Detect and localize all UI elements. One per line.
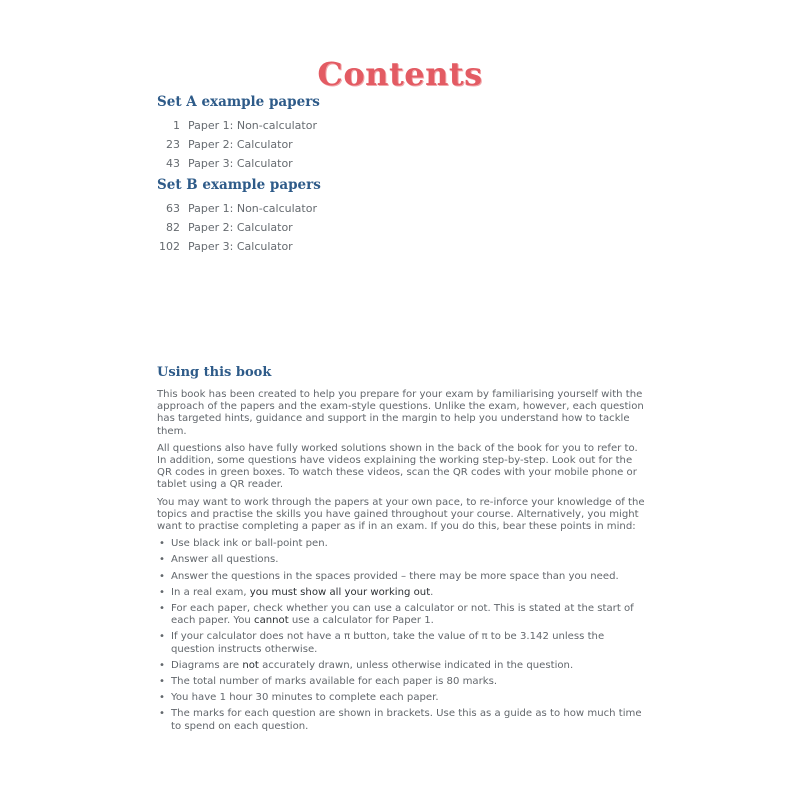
toc-page-number: 82 <box>166 221 180 234</box>
toc-entry-label: Paper 1: Non-calculator <box>188 119 317 132</box>
set-b-heading: Set B example papers <box>157 177 321 193</box>
list-item <box>157 660 645 672</box>
set-a-heading: Set A example papers <box>157 94 320 110</box>
toc-entry[interactable] <box>150 135 450 154</box>
list-item-text: . <box>430 586 434 598</box>
list-item <box>157 603 645 627</box>
toc-page-number: 23 <box>166 138 180 151</box>
list-item: • The total number of marks available for each paper is 80 marks. <box>157 676 645 688</box>
toc-page-number: 102 <box>159 240 180 253</box>
emphasis-text: you must show all your working out <box>249 586 431 598</box>
list-item: • You have 1 hour 30 minutes to complete each paper. <box>157 692 645 704</box>
practice-paragraph: You may want to work through the papers at your own pace, to re-inforce your knowledge of the topics and practise the skills you have gained throughout your course. Alternatively, you might want to practise completing a paper as if in an exam. If you do this, bear these points in mind: <box>157 496 645 533</box>
exam-tips-list <box>157 538 645 733</box>
emphasis-text: cannot <box>254 615 289 627</box>
toc-entry[interactable] <box>150 218 450 237</box>
toc-entry[interactable] <box>150 116 450 135</box>
solutions-paragraph: All questions also have fully worked solutions shown in the back of the book for you to refer to. In addition, some questions have videos explaining the working step-by-step. Look out for the QR codes in green boxes. To watch these videos, scan the QR codes with your mobile phone or tablet using a QR reader. <box>157 442 638 491</box>
emphasis-text: not <box>242 659 259 671</box>
page-title: Contents <box>317 55 483 94</box>
toc-entry-label: Paper 3: Calculator <box>188 157 293 170</box>
toc-entry[interactable] <box>150 154 450 173</box>
set-a-toc-list <box>150 116 450 173</box>
list-item-text: In a real exam, <box>171 586 250 598</box>
list-item: • The marks for each question are shown in brackets. Use this as a guide as to how much time to spend on each question. <box>157 708 645 732</box>
list-item: • Answer all questions. <box>157 554 645 566</box>
toc-entry-label: Paper 2: Calculator <box>188 138 293 151</box>
toc-entry-label: Paper 3: Calculator <box>188 240 293 253</box>
list-item-text: accurately drawn, unless otherwise indicated in the question. <box>258 659 574 671</box>
list-item-text: For each paper, check whether you can use a calculator or not. This is stated at the start of each paper. You <box>171 603 634 627</box>
toc-entry-label: Paper 2: Calculator <box>188 221 293 234</box>
intro-paragraph: This book has been created to help you prepare for your exam by familiarising yourself with the approach of the papers and the exam-style questions. Unlike the exam, however, each question has targeted hints, guidance and support in the margin to help you understand how to tackle them. <box>157 389 644 437</box>
set-b-toc-list <box>150 199 450 256</box>
toc-page-number: 1 <box>173 119 180 132</box>
list-item: • Use black ink or ball-point pen. <box>157 538 645 550</box>
using-this-book-body <box>157 389 645 737</box>
toc-entry[interactable] <box>150 237 450 256</box>
list-item-text: use a calculator for Paper 1. <box>288 615 434 627</box>
toc-entry-label: Paper 1: Non-calculator <box>188 202 317 215</box>
list-item-text: Diagrams are <box>171 659 243 671</box>
toc-entry[interactable] <box>150 199 450 218</box>
list-item <box>157 587 645 599</box>
toc-page-number: 43 <box>166 157 180 170</box>
using-this-book-heading: Using this book <box>157 365 272 380</box>
list-item: • If your calculator does not have a π button, take the value of π to be 3.142 unless the question instructs otherwise. <box>157 631 645 655</box>
list-item: • Answer the questions in the spaces provided – there may be more space than you need. <box>157 571 645 583</box>
toc-page-number: 63 <box>166 202 180 215</box>
